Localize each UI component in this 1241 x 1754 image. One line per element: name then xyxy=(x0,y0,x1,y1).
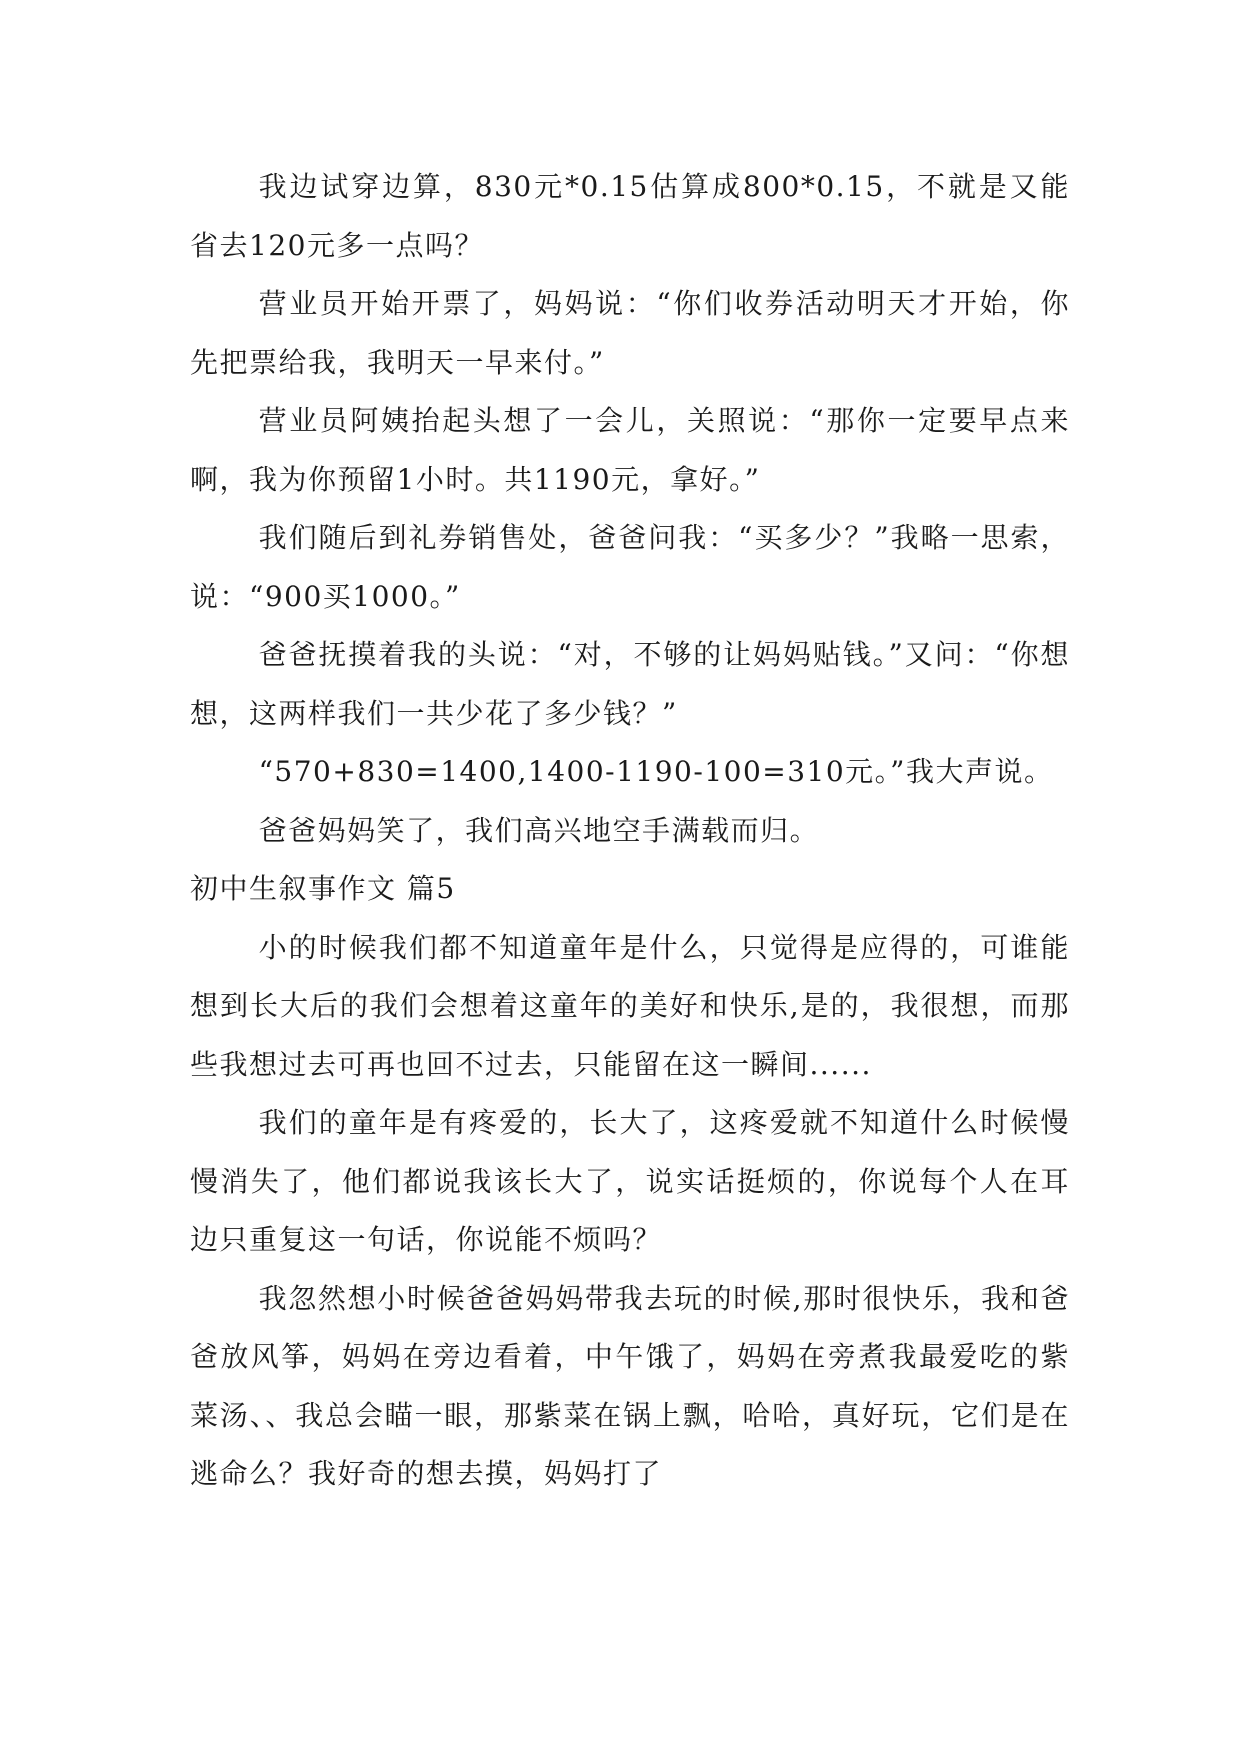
paragraph-answer: “570+830=1400,1400-1190-100=310元。”我大声说。 xyxy=(258,755,1054,788)
paragraph-memory: 我忽然想小时候爸爸妈妈带我去玩的时候,那时很快乐，我和爸爸放风筝，妈妈在旁边看着，中午饿了，妈妈在旁煮我最爱吃的紫菜汤、、我总会瞄一眼，那紫菜在锅上飘，哈哈，真好玩，它们是在逃命么？我好奇的想去摸，妈妈打了 xyxy=(190,1281,1070,1490)
document-body xyxy=(190,158,1070,1504)
paragraph-father-question: 爸爸抚摸着我的头说：“对，不够的让妈妈贴钱。”又问：“你想想，这两样我们一共少花了多少钱？” xyxy=(190,638,1070,730)
paragraph-ending: 爸爸妈妈笑了，我们高兴地空手满载而归。 xyxy=(258,813,820,847)
paragraph-love: 我们的童年是有疼爱的，长大了，这疼爱就不知道什么时候慢慢消失了，他们都说我该长大了，说实话挺烦的，你说每个人在耳边只重复这一句话，你说能不烦吗？ xyxy=(190,1106,1070,1256)
paragraph-mother-ticket: 营业员开始开票了，妈妈说：“你们收券活动明天才开始，你先把票给我，我明天一早来付。” xyxy=(190,287,1070,379)
paragraph-calculation: 我边试穿边算，830元*0.15估算成800*0.15，不就是又能省去120元多一点吗？ xyxy=(190,170,1070,262)
paragraph-gift-voucher: 我们随后到礼券销售处，爸爸问我：“买多少？”我略一思索，说：“900买1000。” xyxy=(190,521,1070,613)
paragraph-childhood: 小的时候我们都不知道童年是什么，只觉得是应得的，可谁能想到长大后的我们会想着这童年的美好和快乐,是的，我很想，而那些我想过去可再也回不过去，只能留在这一瞬间...... xyxy=(190,930,1070,1081)
section-heading: 初中生叙事作文 篇5 xyxy=(190,872,456,905)
paragraph-clerk-reply: 营业员阿姨抬起头想了一会儿，关照说：“那你一定要早点来啊，我为你预留1小时。共1190元，拿好。” xyxy=(190,404,1070,496)
